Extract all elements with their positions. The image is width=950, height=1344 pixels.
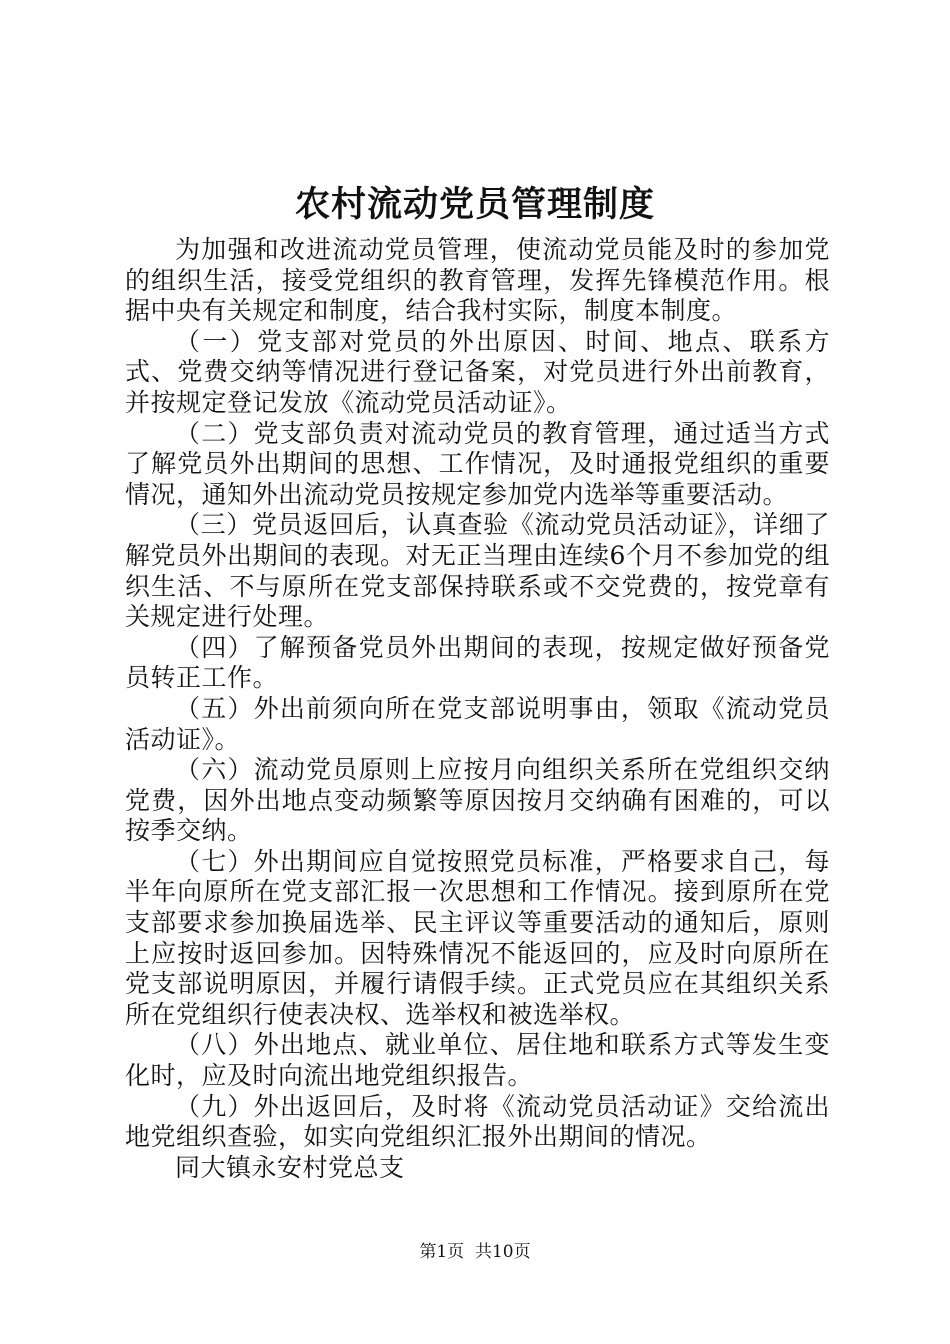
clause-5-paragraph: （五）外出前须向所在党支部说明事由，领取《流动党员活动证》。 bbox=[125, 693, 830, 754]
intro-paragraph: 为加强和改进流动党员管理，使流动党员能及时的参加党的组织生活，接受党组织的教育管理，发挥先锋模范作用。根据中央有关规定和制度，结合我村实际，制度本制度。 bbox=[125, 235, 830, 326]
clause-9-paragraph: （九）外出返回后，及时将《流动党员活动证》交给流出地党组织查验，如实向党组织汇报外出期间的情况。 bbox=[125, 1091, 830, 1152]
clause-7-paragraph: （七）外出期间应自觉按照党员标准，严格要求自己，每半年向原所在党支部汇报一次思想和工作情况。接到原所在党支部要求参加换届选举、民主评议等重要活动的通知后，原则上应按时返回参加。因特殊情况不能返回的，应及时向原所在党支部说明原因，并履行请假手续。正式党员应在其组织关系所在党组织行使表决权、选举权和被选举权。 bbox=[125, 846, 830, 1029]
clause-6-paragraph: （六）流动党员原则上应按月向组织关系所在党组织交纳党费，因外出地点变动频繁等原因按月交纳确有困难的，可以按季交纳。 bbox=[125, 755, 830, 846]
clause-8-paragraph: （八）外出地点、就业单位、居住地和联系方式等发生变化时，应及时向流出地党组织报告。 bbox=[125, 1030, 830, 1091]
clause-1-paragraph: （一）党支部对党员的外出原因、时间、地点、联系方式、党费交纳等情况进行登记备案，对党员进行外出前教育，并按规定登记发放《流动党员活动证》。 bbox=[125, 326, 830, 417]
page-footer bbox=[0, 1240, 950, 1264]
signature-line: 同大镇永安村党总支 bbox=[175, 1152, 405, 1182]
page-number: 第1页 共10页 bbox=[419, 1242, 531, 1262]
document-title: 农村流动党员管理制度 bbox=[294, 184, 655, 225]
clause-4-paragraph: （四）了解预备党员外出期间的表现，按规定做好预备党员转正工作。 bbox=[125, 632, 830, 693]
clause-2-paragraph: （二）党支部负责对流动党员的教育管理，通过适当方式了解党员外出期间的思想、工作情况，及时通报党组织的重要情况，通知外出流动党员按规定参加党内选举等重要活动。 bbox=[125, 418, 830, 509]
document-body bbox=[125, 235, 830, 1183]
clause-3-paragraph: （三）党员返回后，认真查验《流动党员活动证》，详细了解党员外出期间的表现。对无正当理由连续6个月不参加党的组织生活、不与原所在党支部保持联系或不交党费的，按党章有关规定进行处理。 bbox=[125, 510, 830, 632]
